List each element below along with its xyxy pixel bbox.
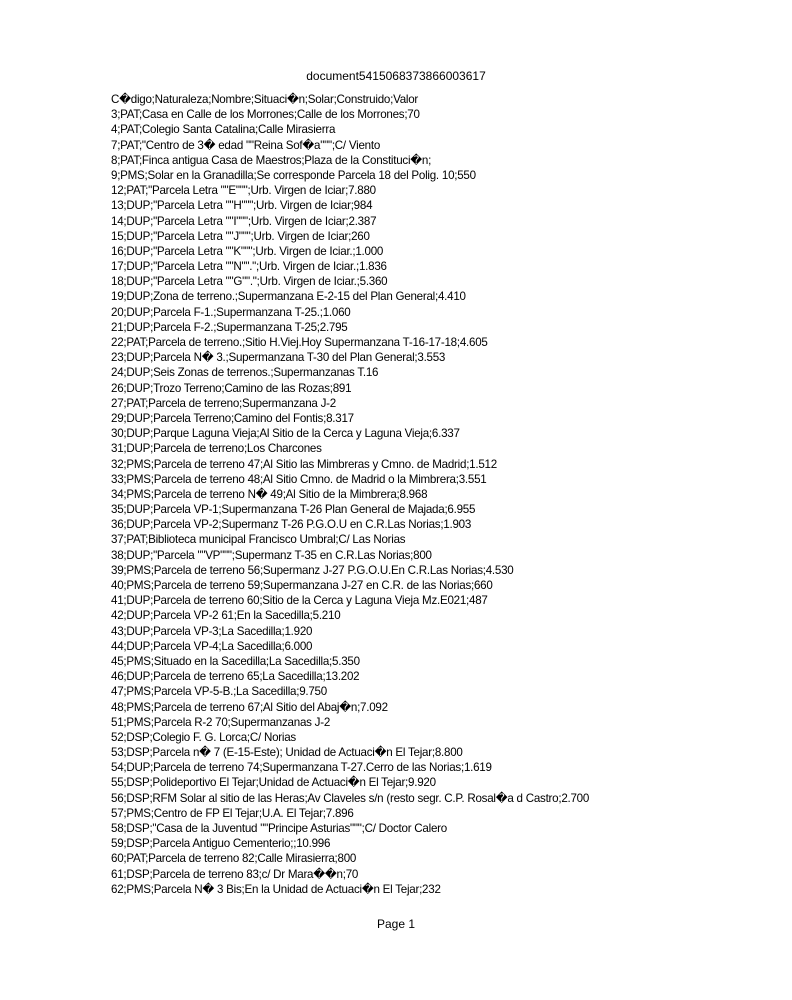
csv-line: 16;DUP;"Parcela Letra ""K""";Urb. Virgen de Iciar.;1.000 [111, 244, 384, 258]
csv-line: 41;DUP;Parcela de terreno 60;Sitio de la Cerca y Laguna Vieja Mz.E021;487 [111, 594, 488, 608]
csv-line: 56;DSP;RFM Solar al sitio de las Heras;Av Claveles s/n (resto segr. C.P. Rosal�a d Castro;2.700 [111, 791, 590, 805]
csv-line: 14;DUP;"Parcela Letra ""I""";Urb. Virgen de Iciar;2.387 [111, 214, 377, 228]
csv-line: 54;DUP;Parcela de terreno 74;Supermanzana T-27.Cerro de las Norias;1.619 [111, 761, 492, 775]
csv-line: 9;PMS;Solar en la Granadilla;Se corresponde Parcela 18 del Polig. 10;550 [111, 168, 476, 182]
csv-line: 51;PMS;Parcela R-2 70;Supermanzanas J-2 [111, 715, 331, 729]
csv-line: 4;PAT;Colegio Santa Catalina;Calle Mirasierra [111, 123, 336, 137]
csv-line: 37;PAT;Biblioteca municipal Francisco Umbral;C/ Las Norias [111, 533, 406, 547]
csv-line: 19;DUP;Zona de terreno.;Supermanzana E-2-15 del Plan General;4.410 [111, 290, 466, 304]
csv-line: 13;DUP;"Parcela Letra ""H""";Urb. Virgen de Iciar;984 [111, 199, 373, 213]
csv-line: 12;PAT;"Parcela Letra ""E""";Urb. Virgen de Iciar;7.880 [111, 184, 376, 198]
page-number: Page 1 [376, 917, 416, 931]
csv-line: 36;DUP;Parcela VP-2;Supermanz T-26 P.G.O.U en C.R.Las Norias;1.903 [111, 518, 472, 532]
csv-line: 15;DUP;"Parcela Letra ""J""";Urb. Virgen de Iciar;260 [111, 229, 370, 243]
csv-line: 39;PMS;Parcela de terreno 56;Supermanz J-27 P.G.O.U.En C.R.Las Norias;4.530 [111, 563, 514, 577]
csv-line: 48;PMS;Parcela de terreno 67;Al Sitio del Abaj�n;7.092 [111, 700, 388, 714]
csv-line: 33;PMS;Parcela de terreno 48;Al Sitio Cmno. de Madrid o la Mimbrera;3.551 [111, 472, 487, 486]
csv-line: 35;DUP;Parcela VP-1;Supermanzana T-26 Plan General de Majada;6.955 [111, 503, 476, 517]
csv-line: 40;PMS;Parcela de terreno 59;Supermanzana J-27 en C.R. de las Norias;660 [111, 579, 493, 592]
csv-line: 42;DUP;Parcela VP-2 61;En la Sacedilla;5.210 [111, 609, 341, 623]
csv-line: 26;DUP;Trozo Terreno;Camino de las Rozas;891 [111, 381, 352, 395]
csv-line: 53;DSP;Parcela n� 7 (E-15-Este); Unidad de Actuaci�n El Tejar;8.800 [111, 746, 463, 760]
document-title: document5415068373866003617 [306, 69, 486, 83]
csv-line: 43;DUP;Parcela VP-3;La Sacedilla;1.920 [111, 624, 313, 638]
csv-line: 8;PAT;Finca antigua Casa de Maestros;Plaza de la Constituci�n; [111, 153, 432, 167]
csv-line: 18;DUP;"Parcela Letra ""G"".";Urb. Virgen de Iciar.;5.360 [111, 275, 388, 289]
csv-line: 24;DUP;Seis Zonas de terrenos.;Supermanzanas T.16 [111, 366, 379, 380]
csv-line: 27;PAT;Parcela de terreno;Supermanzana J-2 [111, 396, 336, 410]
csv-line: 45;PMS;Situado en la Sacedilla;La Sacedilla;5.350 [111, 654, 360, 668]
csv-line: 47;PMS;Parcela VP-5-B.;La Sacedilla;9.750 [111, 685, 327, 699]
csv-line: 29;DUP;Parcela Terreno;Camino del Fontis;8.317 [111, 411, 354, 425]
csv-line: 46;DUP;Parcela de terreno 65;La Sacedilla;13.202 [111, 670, 360, 684]
csv-line: 20;DUP;Parcela F-1.;Supermanzana T-25.;1.060 [111, 305, 351, 319]
csv-line: 52;DSP;Colegio F. G. Lorca;C/ Norias [111, 730, 296, 744]
csv-line: 22;PAT;Parcela de terreno.;Sitio H.Viej.Hoy Supermanzana T-16-17-18;4.605 [111, 336, 488, 349]
csv-line: 62;PMS;Parcela N� 3 Bis;En la Unidad de Actuaci�n El Tejar;232 [111, 882, 441, 896]
csv-line: 3;PAT;Casa en Calle de los Morrones;Calle de los Morrones;70 [111, 108, 420, 122]
csv-line: 58;DSP;"Casa de la Juventud ""Principe Asturias""";C/ Doctor Calero [111, 822, 447, 835]
csv-line: 34;PMS;Parcela de terreno N� 49;Al Sitio de la Mimbrera;8.968 [111, 487, 428, 501]
csv-line-list [111, 92, 781, 897]
csv-line: 32;PMS;Parcela de terreno 47;Al Sitio las Mimbreras y Cmno. de Madrid;1.512 [111, 457, 497, 471]
csv-line: 23;DUP;Parcela N� 3.;Supermanzana T-30 del Plan General;3.553 [111, 351, 446, 365]
csv-line: 44;DUP;Parcela VP-4;La Sacedilla;6.000 [111, 639, 313, 653]
csv-line: 60;PAT;Parcela de terreno 82;Calle Mirasierra;800 [111, 852, 357, 866]
csv-line: 30;DUP;Parque Laguna Vieja;Al Sitio de la Cerca y Laguna Vieja;6.337 [111, 427, 460, 441]
csv-line: 31;DUP;Parcela de terreno;Los Charcones [111, 442, 322, 456]
csv-line: 61;DSP;Parcela de terreno 83;c/ Dr Mara��n;70 [111, 867, 359, 881]
csv-line: 59;DSP;Parcela Antiguo Cementerio;;10.996 [111, 837, 331, 851]
csv-line: 21;DUP;Parcela F-2.;Supermanzana T-25;2.795 [111, 320, 348, 334]
csv-line: 55;DSP;Polideportivo El Tejar;Unidad de Actuaci�n El Tejar;9.920 [111, 776, 436, 790]
csv-line: 7;PAT;"Centro de 3� edad ""Reina Sof�a""";C/ Viento [111, 138, 381, 152]
csv-line: 38;DUP;"Parcela ""VP""";Supermanz T-35 en C.R.Las Norias;800 [111, 548, 432, 562]
csv-line: C�digo;Naturaleza;Nombre;Situaci�n;Solar;Construido;Valor [111, 93, 419, 106]
csv-line: 17;DUP;"Parcela Letra ""N"".";Urb. Virgen de Iciar.;1.836 [111, 260, 387, 274]
csv-line: 57;PMS;Centro de FP El Tejar;U.A. El Tejar;7.896 [111, 806, 354, 820]
